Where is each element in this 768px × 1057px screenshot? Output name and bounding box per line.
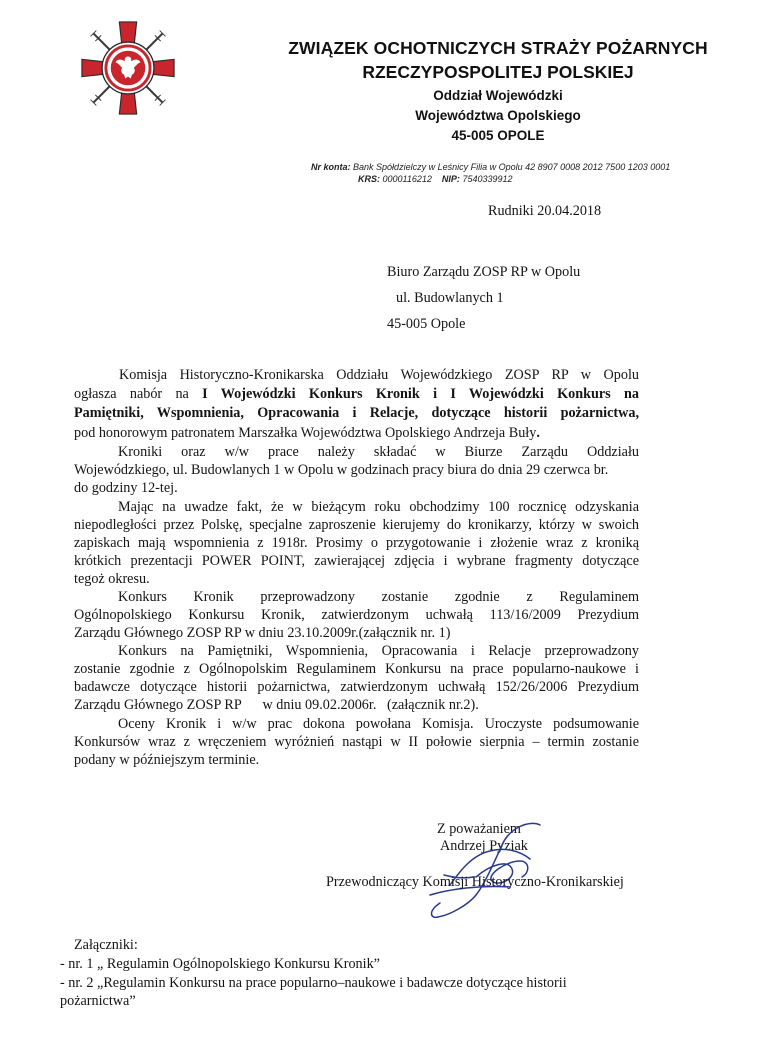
bank-account-label: Nr konta: [311, 162, 351, 172]
paragraph6-line3: podany w późniejszym terminie. [74, 752, 260, 768]
closing-phrase: Z poważaniem [437, 821, 521, 837]
nip-value: 7540339912 [462, 174, 513, 184]
fire-brigade-emblem-icon [80, 20, 176, 116]
paragraph5-line2: zostanie zgodnie z Ogólnopolskim Regulaminem Konkursu na prace popularno-naukowe i [74, 661, 639, 677]
paragraph3-line2: niepodległości przez Polskę, specjalne zaproszenie kierujemy do kronikarzy, którzy w swoich [74, 517, 639, 533]
organization-name-line2: RZECZYPOSPOLITEJ POLSKIEJ [362, 62, 634, 82]
paragraph1-line2 [74, 385, 639, 403]
paragraph4-line3: Zarządu Głównego ZOSP RP w dniu 23.10.2009r.(załącznik nr. 1) [74, 625, 451, 641]
paragraph2-line1: Kroniki oraz w/w prace należy składać w Biurze Zarządu Oddziału [118, 444, 639, 460]
letter-date: Rudniki 20.04.2018 [488, 203, 602, 219]
attachment-item-1: - nr. 1 „ Regulamin Ogólnopolskiego Konkursu Kronik” [60, 956, 380, 972]
paragraph5-line4: Zarządu Głównego ZOSP RP w dniu 09.02.2006r. (załącznik nr.2). [74, 697, 479, 713]
paragraph1-line4a: pod honorowym patronatem Marszałka Województwa Opolskiego Andrzeja Buły [74, 425, 537, 441]
paragraph6-line2: Konkursów wraz z wręczeniem wyróżnień nastąpi w II połowie sierpnia – termin zostanie [74, 734, 639, 750]
paragraph6-line1: Oceny Kronik i w/w prac dokona powołana Komisja. Uroczyste podsumowanie [118, 716, 639, 732]
paragraph4-line1: Konkurs Kronik przeprowadzony zostanie zgodnie z Regulaminem [118, 589, 639, 605]
bank-account-value: Bank Spółdzielczy w Leśnicy Filia w Opolu 42 8907 0008 2012 7500 1203 0001 [353, 162, 671, 172]
paragraph1-line3-bold: Pamiętniki, Wspomnienia, Opracowania i Relacje, dotyczące historii pożarnictwa, [74, 405, 639, 421]
paragraph3-line1: Mając na uwadze fakt, że w bieżącym roku obchodzimy 100 rocznicę odzyskania [118, 499, 639, 515]
recipient-line2: ul. Budowlanych 1 [396, 290, 504, 306]
branch-city: 45-005 OPOLE [451, 128, 545, 143]
recipient-line1: Biuro Zarządu ZOSP RP w Opolu [387, 264, 581, 280]
paragraph1-line4b: . [536, 425, 540, 441]
paragraph4-line2: Ogólnopolskiego Konkursu Kronik, zatwierdzonym uchwałą 113/16/2009 Prezydium [74, 607, 639, 623]
paragraph1-line1: Komisja Historyczno-Kronikarska Oddziału Wojewódzkiego ZOSP RP w Opolu [119, 367, 639, 383]
attachment-item-2-continued: pożarnictwa” [60, 993, 136, 1009]
organization-name: ZWIĄZEK OCHOTNICZYCH STRAŻY POŻARNYCH [288, 38, 708, 58]
registry-ids-line [358, 174, 513, 184]
signatory-name: Andrzej Pyziak [440, 838, 528, 854]
paragraph5-line3: badawcze dotyczące historii pożarnictwa, zatwierdzonym uchwałą 152/26/2006 Prezydium [74, 679, 639, 695]
paragraph3-line5: tegoż okresu. [74, 571, 150, 587]
nip-label: NIP: [441, 174, 460, 184]
attachments-heading: Załączniki: [74, 937, 138, 953]
branch-name: Oddział Wojewódzki [433, 88, 563, 103]
recipient-line3: 45-005 Opole [387, 316, 466, 332]
paragraph2-line3: do godziny 12-tej. [74, 480, 178, 496]
paragraph5-line1: Konkurs na Pamiętniki, Wspomnienia, Opracowania i Relacje przeprowadzony [118, 643, 639, 659]
paragraph1-line2a: ogłasza nabór na [74, 386, 189, 402]
paragraph2-line2: Wojewódzkiego, ul. Budowlanych 1 w Opolu w godzinach pracy biura do dnia 29 czerwca br. [74, 462, 609, 478]
paragraph1-line2b-bold: I Wojewódzki Konkurs Kronik i I Wojewódzki Konkurs na [202, 386, 639, 402]
krs-value: 0000116212 [382, 174, 432, 184]
branch-region: Województwa Opolskiego [415, 108, 581, 123]
bank-account-line [311, 162, 670, 172]
paragraph3-line3: zapiskach mają wspomnienia z 1918r. Prosimy o przygotowanie i złożenie wraz z kroniką [74, 535, 639, 551]
paragraph1-line4 [74, 424, 540, 442]
signatory-title: Przewodniczący Komisji Historyczno-Kronikarskiej [326, 874, 624, 890]
paragraph3-line4: krótkich prezentacji POWER POINT, zawierającej zdjęcia i wybrane fragmenty dotyczące [74, 553, 639, 569]
attachment-item-2: - nr. 2 „Regulamin Konkursu na prace popularno–naukowe i badawcze dotyczące historii [60, 975, 567, 991]
krs-label: KRS: [358, 174, 380, 184]
